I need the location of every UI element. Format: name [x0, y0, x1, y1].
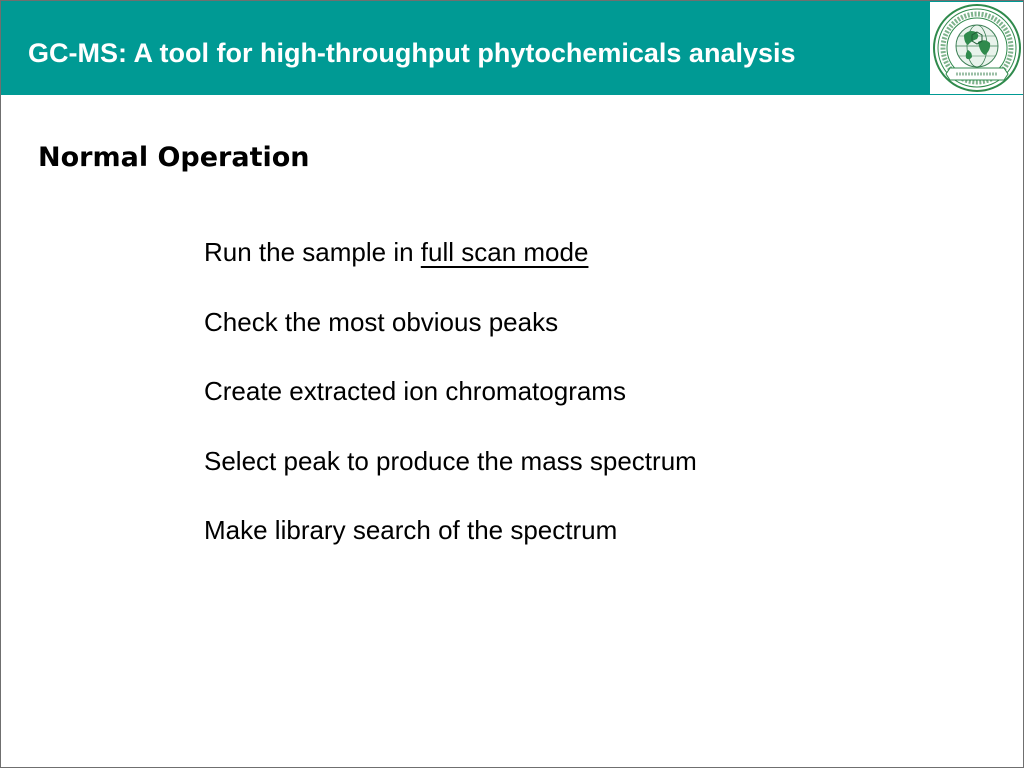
step-item: Make library search of the spectrum [204, 515, 618, 545]
step-item: Check the most obvious peaks [204, 306, 559, 337]
globe-seal-icon [930, 2, 1024, 94]
step-item: Create extracted ion chromatograms [204, 376, 626, 406]
full-scan-mode-link-text: full scan mode [420, 237, 589, 267]
header-bar [1, 1, 1024, 95]
step-item [204, 233, 697, 271]
step-text: Run the sample in [204, 237, 421, 267]
step-item: Select peak to produce the mass spectrum [204, 445, 697, 476]
slide-title: GC-MS: A tool for high-throughput phytochemicals analysis [28, 38, 796, 68]
section-heading: Normal Operation [38, 142, 310, 173]
operation-steps-list [204, 233, 697, 581]
institution-logo [930, 2, 1024, 94]
